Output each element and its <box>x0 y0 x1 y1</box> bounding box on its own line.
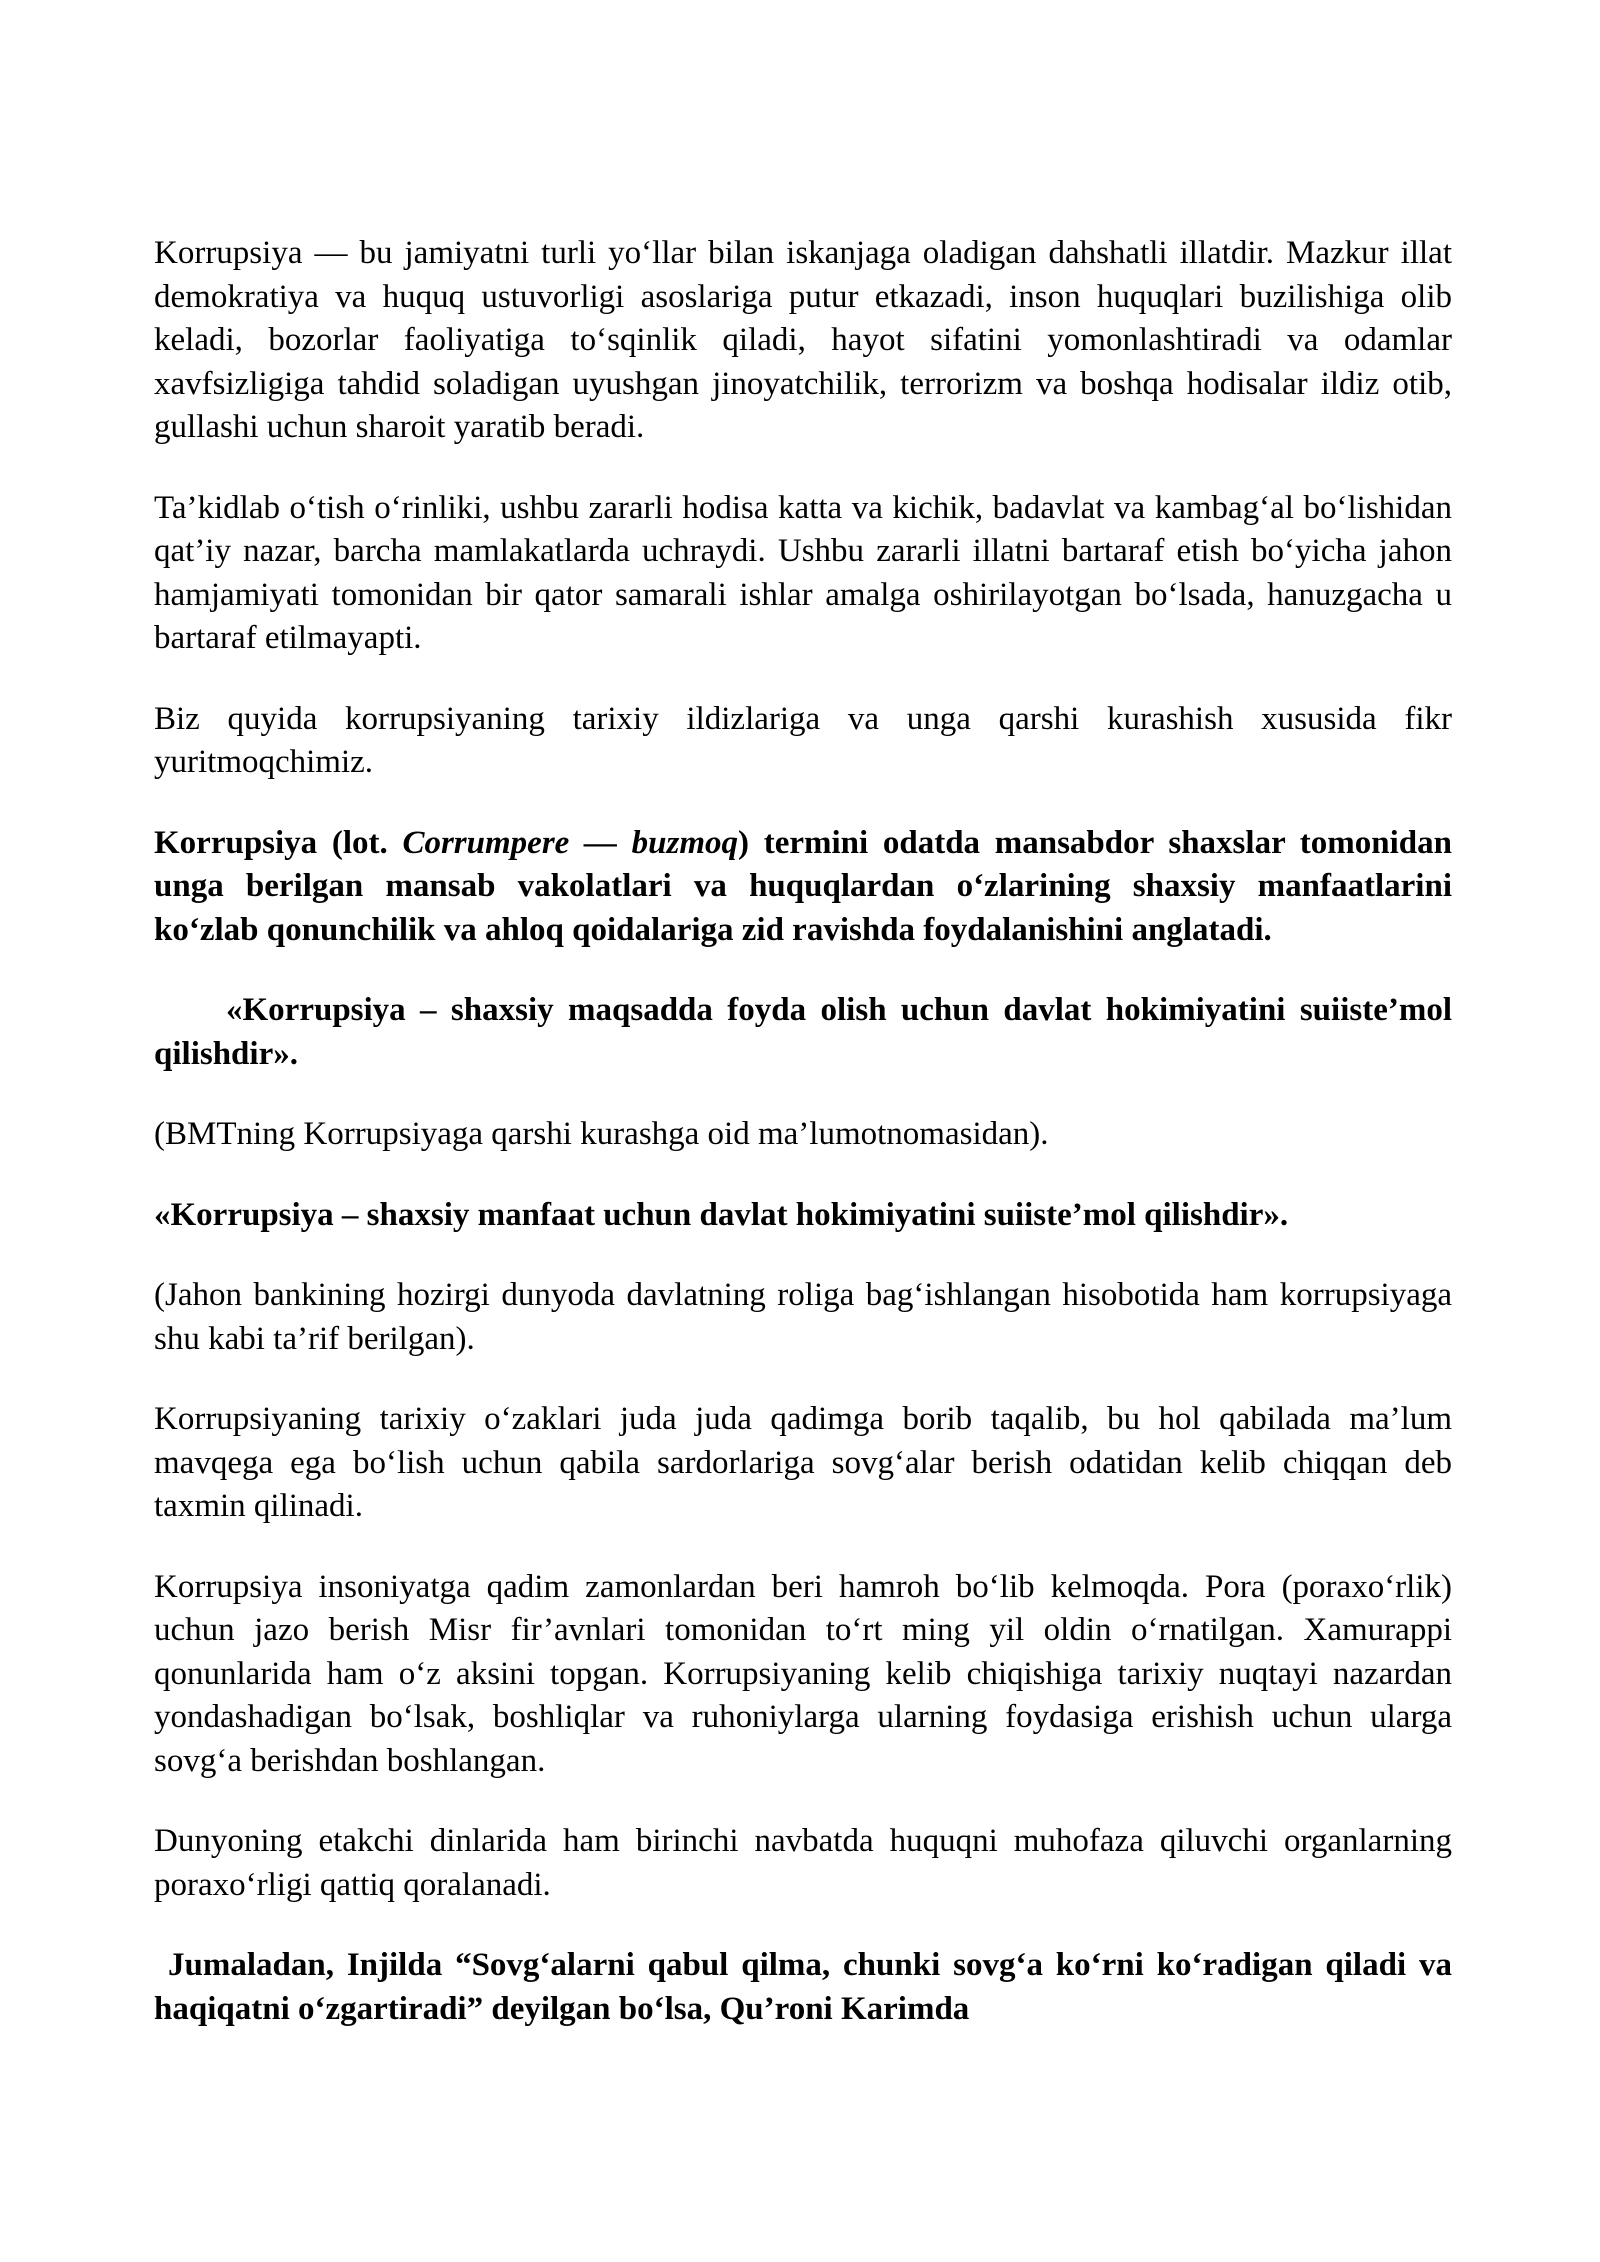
source-world-bank: (Jahon bankining hozirgi dunyoda davlatning roliga bag‘ishlangan hisobotida ham korrupsiyaga shu kabi ta’rif berilgan). <box>154 1277 1452 1357</box>
paragraph-ancient-history: Korrupsiya insoniyatga qadim zamonlardan beri hamroh bo‘lib kelmoqda. Pora (poraxo‘rlik) uchun jazo berish Misr fir’avnlari tomonidan to‘rt ming yil oldin o‘rnatilgan. Xamurappi qonunlarida ham o‘z aksini topgan. Korrupsiyaning kelib chiqishiga tarixiy nuqtayi nazardan yondashadigan bo‘lsak, boshliqlar va ruhoniylarga ularning foydasiga erishish uchun ularga sovg‘a berishdan boshlangan. <box>154 1568 1452 1779</box>
paragraph-prevalence: Ta’kidlab o‘tish o‘rinliki, ushbu zararli hodisa katta va kichik, badavlat va kambag‘al bo‘lishidan qat’iy nazar, barcha mamlakatlarda uchraydi. Ushbu zararli illatni bartaraf etish bo‘yicha jahon hamjamiyati tomonidan bir qator samarali ishlar amalga oshirilayotgan bo‘lsada, hanuzgacha u bartaraf etilmayapti. <box>154 489 1452 656</box>
paragraph-definition <box>154 822 1452 953</box>
paragraph-religions: Dunyoning etakchi dinlarida ham birinchi navbatda huquqni muhofaza qiluvchi organlarning poraxo‘rligi qattiq qoralanadi. <box>154 1823 1452 1903</box>
paragraph-intro: Korrupsiya — bu jamiyatni turli yo‘llar bilan iskanjaga oladigan dahshatli illatdir. Mazkur illat demokratiya va huquq ustuvorligi asoslariga putur etkazadi, inson huquqlari buzilishiga olib keladi, bozorlar faoliyatiga to‘sqinlik qiladi, hayot sifatini yomonlashtiradi va odamlar xavfsizligiga tahdid soladigan uyushgan jinoyatchilik, terrorizm va boshqa hodisalar ildiz otib, gullashi uchun sharoit yaratib beradi. <box>154 235 1452 445</box>
definition-latin-term: Corrumpere — buzmoq <box>402 824 739 861</box>
document-page <box>154 232 1452 2068</box>
definition-start: Korrupsiya (lot. <box>154 824 403 861</box>
paragraph-scripture-quotes: Jumaladan, Injilda “Sovg‘alarni qabul qilma, chunki sovg‘a ko‘rni ko‘radigan qiladi va haqiqatni o‘zgartiradi” deyilgan bo‘lsa, Qu’roni Karimda <box>154 1947 1452 2027</box>
source-un: (BMTning Korrupsiyaga qarshi kurashga oid ma’lumotnomasidan). <box>154 1116 1049 1152</box>
quote-un-definition: «Korrupsiya – shaxsiy maqsadda foyda olish uchun davlat hokimiyatini suiiste’mol qilishdir». <box>154 992 1452 1072</box>
definition-end: ) termini odatda mansabdor shaxslar tomonidan unga berilgan mansab vakolatlari va huquqlardan o‘zlarining shaxsiy manfaatlarini ko‘zlab qonunchilik va ahloq qoidalariga zid ravishda foydalanishini anglatadi. <box>154 824 1453 948</box>
quote-world-bank-definition: «Korrupsiya – shaxsiy manfaat uchun davlat hokimiyatini suiiste’mol qilishdir». <box>154 1196 1289 1233</box>
paragraph-historical-roots: Korrupsiyaning tarixiy o‘zaklari juda juda qadimga borib taqalib, bu hol qabilada ma’lum mavqega ega bo‘lish uchun qabila sardorlariga sovg‘alar berish odatidan kelib chiqqan deb taxmin qilinadi. <box>154 1401 1452 1524</box>
paragraph-purpose: Biz quyida korrupsiyaning tarixiy ildizlariga va unga qarshi kurashish xususida fikr yuritmoqchimiz. <box>154 700 1452 780</box>
